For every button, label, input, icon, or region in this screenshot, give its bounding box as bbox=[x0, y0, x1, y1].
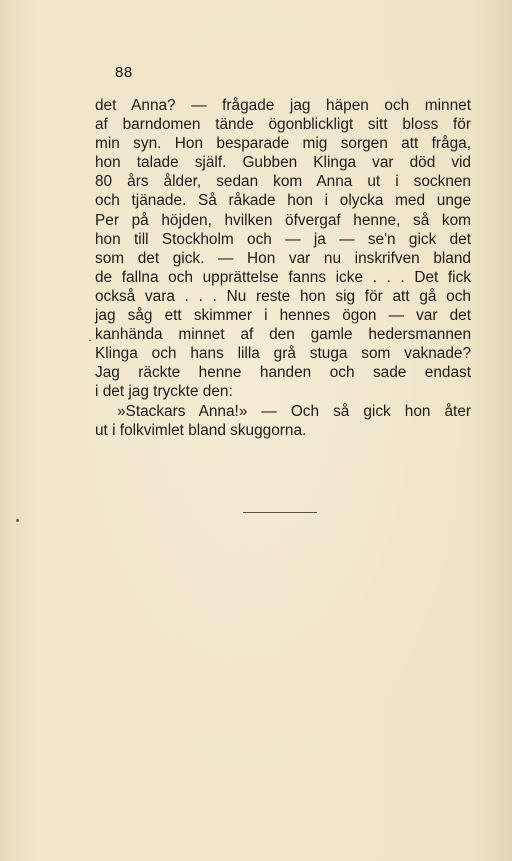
text-line: i det jag tryckte den: bbox=[95, 383, 233, 401]
body-text bbox=[95, 96, 471, 440]
text-line: också vara . . . Nu reste hon sig för att gå och bbox=[95, 287, 471, 305]
paper-speck bbox=[16, 519, 19, 522]
text-line: hon till Stockholm och — ja — se'n gick det bbox=[95, 230, 471, 248]
text-line: de fallna och upprättelse fanns icke . . . Det fick bbox=[95, 268, 471, 286]
text-line: kanhända minnet af den gamle hedersmannen bbox=[95, 326, 471, 344]
text-line: det Anna? — frågade jag häpen och minnet bbox=[95, 97, 471, 114]
text-line: Jag räckte henne handen och sade endast bbox=[95, 364, 471, 382]
text-line: jag såg ett skimmer i hennes ögon — var det bbox=[95, 307, 471, 325]
text-line: Klinga och hans lilla grå stuga som vaknade? bbox=[95, 345, 471, 363]
text-line: »Stackars Anna!» — Och så gick hon åter bbox=[117, 402, 471, 420]
paper-speck bbox=[89, 340, 91, 341]
text-line: och tjänade. Så råkade hon i olycka med unge bbox=[95, 192, 471, 210]
text-line: min syn. Hon besparade mig sorgen att fråga, bbox=[95, 135, 471, 153]
text-line: ut i folkvimlet bland skuggorna. bbox=[95, 421, 307, 439]
text-line: Per på höjden, hvilken öfvergaf henne, så kom bbox=[95, 211, 471, 229]
text-line: hon talade själf. Gubben Klinga var död vid bbox=[95, 154, 471, 172]
text-line: af barndomen tände ögonblickligt sitt bloss för bbox=[95, 116, 471, 134]
page-number: 88 bbox=[115, 64, 133, 81]
text-line: som det gick. — Hon var nu inskrifven bland bbox=[95, 249, 471, 267]
text-line: 80 års ålder, sedan kom Anna ut i socknen bbox=[95, 173, 471, 191]
section-divider bbox=[243, 512, 317, 513]
